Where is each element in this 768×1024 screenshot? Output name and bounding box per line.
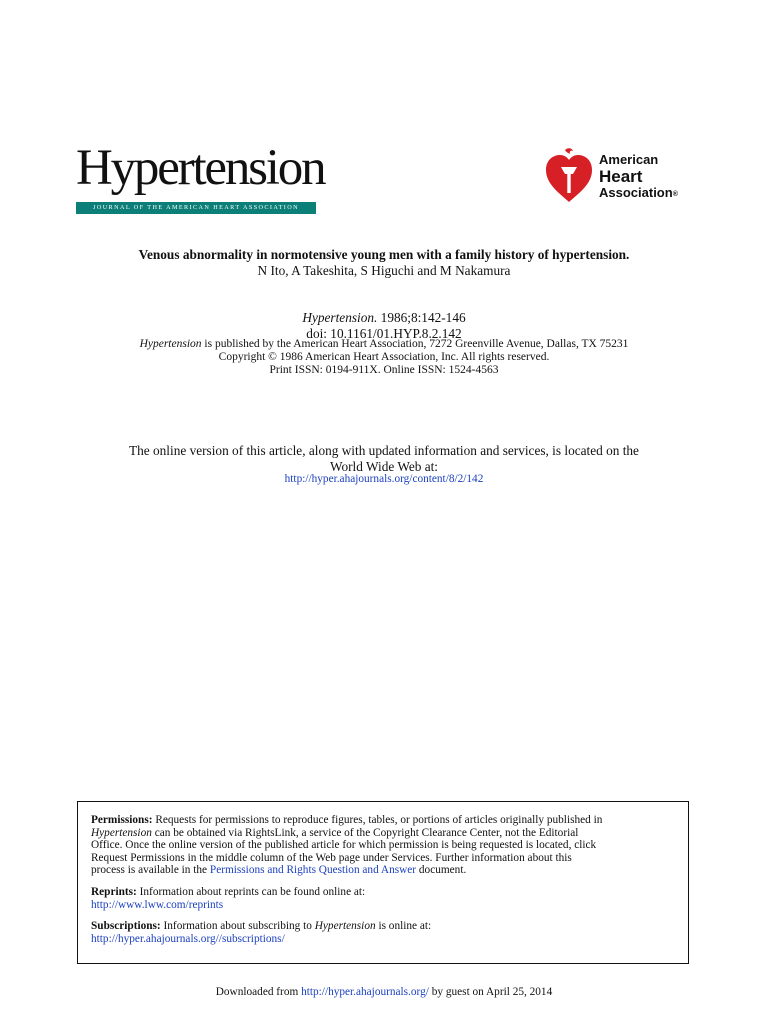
footer-prefix: Downloaded from	[215, 986, 299, 998]
aha-line2: Heart	[599, 167, 643, 186]
journal-name: Hypertension	[76, 140, 325, 196]
journal-logo	[76, 138, 325, 214]
subscriptions-journal: Hypertension	[314, 920, 376, 933]
aha-logo	[544, 146, 704, 206]
reprints-link[interactable]: http://www.lww.com/reprints	[91, 898, 224, 911]
issn-line: Print ISSN: 0194-911X. Online ISSN: 1524-4563	[269, 364, 499, 376]
journal-subtitle-bar	[76, 202, 316, 214]
permissions-text6: document.	[418, 864, 467, 877]
footer-link[interactable]: http://hyper.ahajournals.org/	[301, 986, 429, 998]
permissions-text1: Requests for permissions to reproduce figures, tables, or portions of articles originally published in	[155, 814, 603, 826]
permissions-text3: Office. Once the online version of the published article for which permission is being requested is located, click	[91, 839, 597, 852]
aha-line1: American	[599, 152, 659, 167]
journal-subtitle: JOURNAL OF THE AMERICAN HEART ASSOCIATION	[93, 204, 299, 211]
subscriptions-paragraph	[91, 920, 676, 945]
reprints-label: Reprints:	[91, 885, 137, 898]
publisher-line: is published by the American Heart Association, 7272 Greenville Avenue, Dallas, TX 75231	[204, 338, 629, 350]
citation-doi: doi: 10.1161/01.HYP.8.2.142	[306, 326, 462, 341]
permissions-journal: Hypertension	[91, 826, 152, 839]
permissions-text5: process is available in the	[91, 864, 208, 877]
online-url-row	[0, 473, 768, 485]
online-line1: The online version of this article, along with updated information and services, is located on the	[129, 443, 639, 458]
subscriptions-label: Subscriptions:	[91, 920, 161, 933]
permissions-box	[77, 801, 689, 964]
publisher-info	[0, 338, 768, 377]
aha-wordmark	[599, 152, 678, 203]
registered-mark: ®	[672, 191, 678, 198]
download-footer	[0, 986, 768, 998]
article-title: Venous abnormality in normotensive young men with a family history of hypertension.	[138, 247, 630, 262]
article-authors: N Ito, A Takeshita, S Higuchi and M Nakamura	[257, 263, 511, 278]
subscriptions-text2: is online at:	[378, 920, 432, 933]
subscriptions-link[interactable]: http://hyper.ahajournals.org//subscriptions/	[91, 932, 285, 945]
permissions-text4: Request Permissions in the middle column of the Web page under Services. Further information about this	[91, 851, 572, 864]
reprints-paragraph	[91, 886, 676, 911]
permissions-qa-link[interactable]: Permissions and Rights Question and Answer	[209, 864, 417, 877]
copyright-line: Copyright © 1986 American Heart Association, Inc. All rights reserved.	[218, 351, 550, 363]
citation-journal: Hypertension.	[302, 310, 378, 325]
online-line2: World Wide Web at:	[330, 459, 438, 474]
heart-torch-icon	[544, 146, 594, 204]
publisher-journal: Hypertension	[139, 338, 202, 350]
online-version-text	[0, 443, 768, 475]
reprints-text: Information about reprints can be found online at:	[139, 885, 366, 898]
aha-line3: Association	[599, 185, 673, 200]
permissions-label: Permissions:	[91, 814, 153, 826]
permissions-paragraph	[91, 814, 676, 877]
subscriptions-text: Information about subscribing to	[163, 920, 312, 933]
article-url-link[interactable]: http://hyper.ahajournals.org/content/8/2/142	[284, 473, 484, 485]
citation-volume: 1986;8:142-146	[380, 310, 466, 325]
permissions-text2: can be obtained via RightsLink, a service of the Copyright Clearance Center, not the Editorial	[154, 826, 579, 839]
footer-suffix: by guest on April 25, 2014	[431, 986, 553, 998]
